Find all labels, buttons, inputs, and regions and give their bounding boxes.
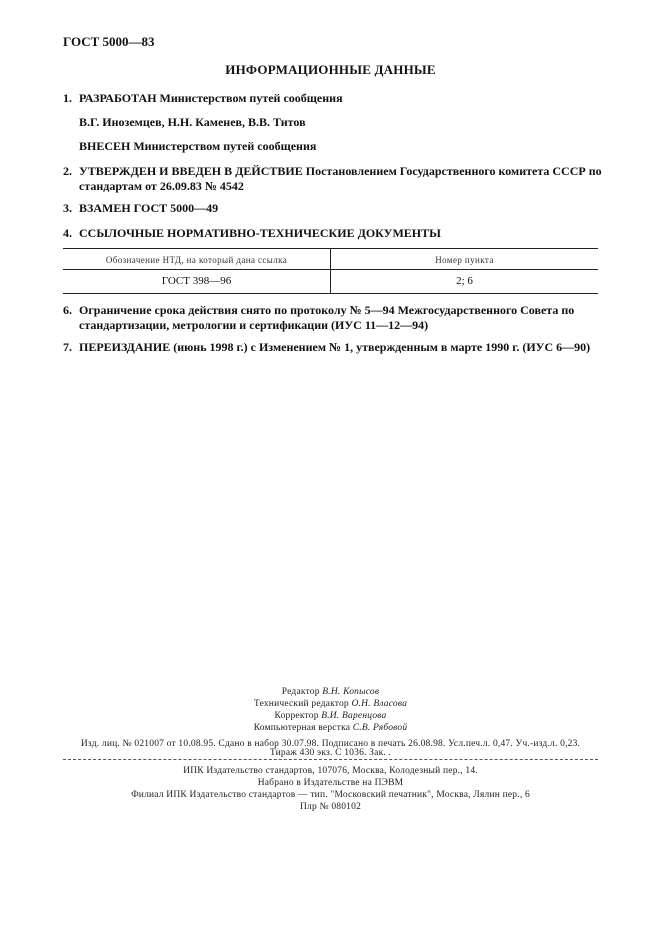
item-7-number: 7. (63, 340, 72, 354)
credits-layout: Компьютерная верстка С.В. Рябовой (253, 723, 408, 733)
divider (63, 759, 598, 760)
item-6-line2: стандартизации, метрологии и сертификации (ИУС 11—12—94) (79, 318, 429, 332)
item-6-line1: Ограничение срока действия снято по протоколу № 5—94 Межгосударственного Совета по (79, 303, 575, 317)
item-1-number: 1. (63, 91, 72, 105)
item-3 (63, 201, 603, 216)
item-1-introduced: ВНЕСЕН Министерством путей сообщения (79, 139, 317, 153)
credits-editor: Редактор В.Н. Копысов (281, 687, 380, 697)
item-2 (63, 164, 603, 194)
publication-details: Изд. лиц. № 021007 от 10.08.95. Сдано в набор 30.07.98. Подписано в печать 26.08.98. Усл.печ.л. 0,47. Уч.-изд.л. 0,23. (80, 739, 581, 749)
printing-house: Филиал ИПК Издательство стандартов — тип. "Московский печатник", Москва, Лялин пер., 6 (131, 790, 530, 800)
item-3-number: 3. (63, 201, 72, 215)
item-1-authors: В.Г. Иноземцев, Н.Н. Каменев, В.В. Титов (79, 115, 306, 129)
column-header-clause: Номер пункта (331, 249, 599, 270)
reference-table-header (63, 249, 598, 270)
column-header-document: Обозначение НТД, на который дана ссылка (63, 249, 331, 270)
document-header: ГОСТ 5000—83 (63, 34, 155, 49)
item-4-number: 4. (63, 226, 72, 240)
item-1-text: РАЗРАБОТАН Министерством путей сообщения (79, 91, 343, 105)
typeset-note: Набрано в Издательстве на ПЭВМ (257, 778, 404, 788)
table-cell-document: ГОСТ 398—96 (63, 270, 331, 294)
item-1 (63, 91, 603, 106)
item-2-line1: УТВЕРЖДЕН И ВВЕДЕН В ДЕЙСТВИЕ Постановлением Государственного комитета СССР по (79, 164, 602, 178)
table-cell-clause: 2; 6 (331, 270, 599, 294)
reference-table (63, 248, 598, 294)
credits-corrector: Корректор В.И. Варенцова (274, 711, 387, 721)
item-6-number: 6. (63, 303, 72, 317)
license-number: Плр № 080102 (299, 802, 362, 812)
item-4-text: ССЫЛОЧНЫЕ НОРМАТИВНО-ТЕХНИЧЕСКИЕ ДОКУМЕНТЫ (79, 226, 441, 240)
item-4 (63, 226, 603, 241)
table-row (63, 270, 598, 294)
credits-tech-editor: Технический редактор О.Н. Власова (253, 699, 408, 709)
item-2-line2: стандартам от 26.09.83 № 4542 (79, 179, 244, 193)
print-run: Тираж 430 экз. С 1036. Зак. . (269, 748, 392, 758)
publisher-address: ИПК Издательство стандартов, 107076, Москва, Колодезный пер., 14. (183, 766, 478, 776)
item-3-text: ВЗАМЕН ГОСТ 5000—49 (79, 201, 219, 215)
section-title: ИНФОРМАЦИОННЫЕ ДАННЫЕ (225, 62, 436, 77)
item-2-number: 2. (63, 164, 72, 178)
item-7-text: ПЕРЕИЗДАНИЕ (июнь 1998 г.) с Изменением № 1, утвержденным в марте 1990 г. (ИУС 6—90) (79, 340, 591, 354)
item-7 (63, 340, 603, 355)
item-6 (63, 303, 603, 333)
